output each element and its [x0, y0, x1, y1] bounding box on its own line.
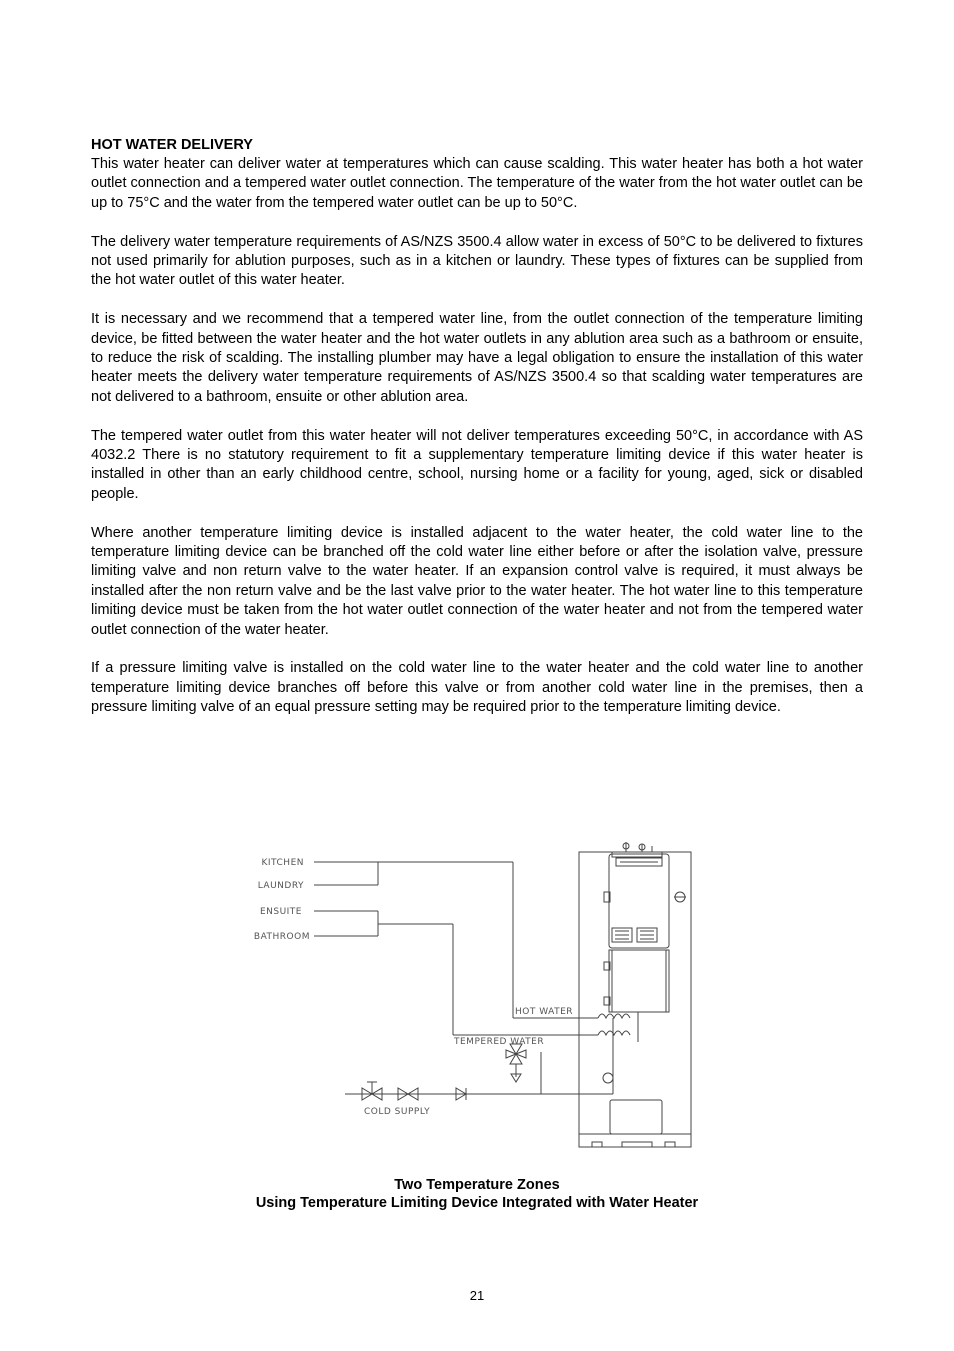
label-hot-water: HOT WATER	[515, 1007, 574, 1017]
water-heater-cabinet	[579, 852, 691, 1147]
caption-line-2: Using Temperature Limiting Device Integrated with Water Heater	[255, 1195, 699, 1211]
paragraph-4: The tempered water outlet from this water heater will not deliver temperatures exceeding 50°C, in accordance with AS 4032.2 There is no statutory requirement to fit a supplementary temperature limiting device if this water heater is installed in other than an early childhood centre, school, nursing home or a facility for young, aged, sick or disabled people.	[91, 427, 863, 502]
label-ensuite: ENSUITE	[259, 907, 302, 917]
heater-unit	[609, 854, 669, 948]
diagram-svg	[240, 842, 710, 1152]
page-number: 21	[469, 1288, 485, 1303]
paragraph-5: Where another temperature limiting device is installed adjacent to the water heater, the cold water line to the temperature limiting device can be branched off the cold water line either before or after the isolation valve, pressure limiting valve and non return valve to the water heater. If an expansion control valve is required, it must always be installed after the non return valve and be the last valve prior to the water heater. The hot water line to this temperature limiting device must be taken from the hot water outlet connection of the water heater and not from the tempered water outlet connection of the water heater.	[91, 524, 863, 638]
document-body	[91, 136, 863, 737]
figure-caption	[0, 1176, 954, 1212]
label-cold-supply: COLD SUPPLY	[364, 1107, 431, 1117]
paragraph-2: The delivery water temperature requirements of AS/NZS 3500.4 allow water in excess of 50°C to be delivered to fixtures not used primarily for ablution purposes, such as in a kitchen or laundry. These types of fixtures can be supplied from the hot water outlet of this water heater.	[91, 233, 863, 289]
caption-line-1: Two Temperature Zones	[394, 1177, 560, 1193]
paragraph-1: This water heater can deliver water at temperatures which can cause scalding. This water heater has both a hot water outlet connection and a tempered water outlet connection. The temperature of the water from the hot water outlet can be up to 75°C and the water from the tempered water outlet can be up to 50°C.	[91, 156, 863, 211]
label-laundry: LAUNDRY	[257, 881, 304, 891]
label-tempered-water: TEMPERED WATER	[454, 1037, 545, 1047]
section-heading: HOT WATER DELIVERY	[91, 137, 253, 153]
base-unit	[610, 1100, 662, 1134]
label-bathroom: BATHROOM	[253, 932, 310, 942]
plumbing-diagram	[240, 842, 710, 1152]
paragraph-6: If a pressure limiting valve is installed on the cold water line to the water heater and the cold water line to another temperature limiting device branches off before this valve or from another cold water line in the premises, then a pressure limiting valve of an equal pressure setting may be required prior to the temperature limiting device.	[91, 660, 863, 716]
label-kitchen: KITCHEN	[261, 858, 304, 868]
paragraph-3: It is necessary and we recommend that a tempered water line, from the outlet connection of the temperature limiting device, be fitted between the water heater and the hot water outlets in any ablution area such as a bathroom or ensuite, to reduce the risk of scalding. The installing plumber may have a legal obligation to ensure the installation of this water heater meets the delivery water temperature requirements of AS/NZS 3500.4 so that scalding water temperatures are not delivered to a bathroom, ensuite or other ablution area.	[91, 311, 863, 405]
